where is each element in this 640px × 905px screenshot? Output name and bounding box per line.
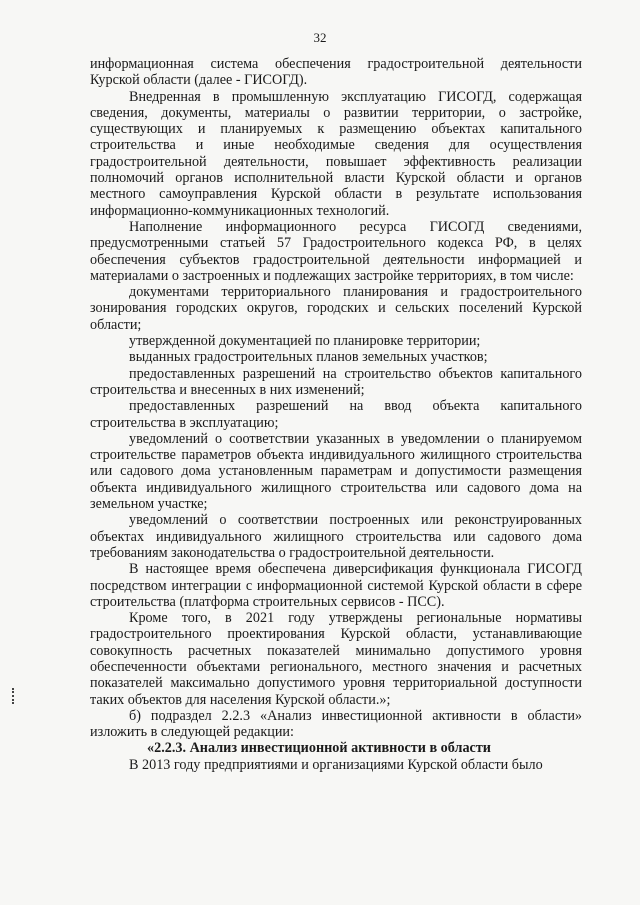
margin-mark [12,688,17,704]
list-item: уведомлений о соответствии построенных или реконструированных объектах индивидуального жилищного строительства или садового дома требованиям законодательства о градостроительной деятельности. [90,512,582,561]
list-item: уведомлений о соответствии указанных в уведомлении о планируемом строительстве параметров объекта индивидуального жилищного строительства или садового дома установленным параметрам и допустимости размещения объекта индивидуального жилищного строительства или садового дома на земельном участке; [90,430,582,513]
paragraph: б) подраздел 2.2.3 «Анализ инвестиционной активности в области» изложить в следующей редакции: [90,707,582,741]
document-body [90,56,582,773]
page-number: 32 [313,30,327,45]
paragraph: Кроме того, в 2021 году утверждены региональные нормативы градостроительного проектирования Курской области, устанавливающие совокупность расчетных показателей минимально допустимого уровня обеспеченности объектами регионального, местного значения и расчетных показателей максимально допустимого уровня территориальной доступности таких объектов для населения Курской области.»; [90,610,582,708]
section-heading: «2.2.3. Анализ инвестиционной активности в области [147,740,491,757]
paragraph: В 2013 году предприятиями и организациями Курской области было [129,756,543,773]
list-item: выданных градостроительных планов земельных участков; [129,349,488,366]
paragraph: В настоящее время обеспечена диверсификация функционала ГИСОГД посредством интеграции с информационной системой Курской области в сфере строительства (платформа строительных сервисов - ПСС). [90,561,582,610]
paragraph: информационная система обеспечения градостроительной деятельности Курской области (далее - ГИСОГД). [90,56,582,89]
list-item: утвержденной документацией по планировке территории; [129,333,481,350]
list-item: предоставленных разрешений на строительство объектов капитального строительства и внесенных в них изменений; [90,365,582,398]
paragraph: Внедренная в промышленную эксплуатацию ГИСОГД, содержащая сведения, документы, материалы о развитии территории, о застройке, существующих и планируемых к размещению объектах капитального строительства и иные необходимые сведения для осуществления градостроительной деятельности, повышает эффективность реализации полномочий органов исполнительной власти Курской области и органов местного самоуправления Курской области в результате использования информационно-коммуникационных технологий. [90,88,582,219]
paragraph: Наполнение информационного ресурса ГИСОГД сведениями, предусмотренными статьей 57 Градостроительного кодекса РФ, в целях обеспечения субъектов градостроительной деятельности информацией и материалами о застроенных и подлежащих застройке территориях, в том числе: [90,218,582,284]
list-item: документами территориального планирования и градостроительного зонирования городских округов, городских и сельских поселений Курской области; [90,284,582,333]
list-item: предоставленных разрешений на ввод объекта капитального строительства в эксплуатацию; [90,398,582,431]
